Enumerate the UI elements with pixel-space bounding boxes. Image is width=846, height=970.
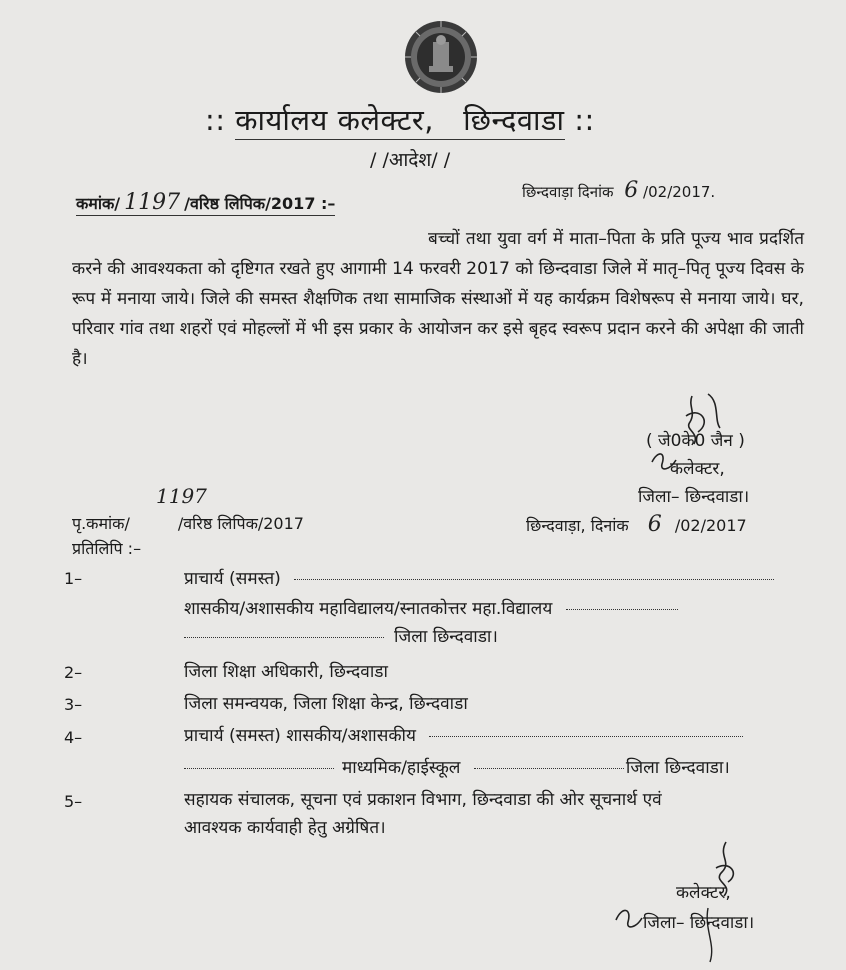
signatory-district: जिला– छिन्दवाडा। — [638, 487, 750, 507]
recipient-1-line1: प्राचार्य (समस्त) — [184, 567, 774, 590]
title-left-mark: :: — [205, 103, 226, 137]
footer-designation: कलेक्टर, — [676, 883, 731, 903]
order-body: बच्चों तथा युवा वर्ग में माता–पिता के प्रति पूज्य भाव प्रदर्शित करने की आवश्यकता को दृष्टिगत रखते हुए आगामी 14 फरवरी 2017 को छिन्दवाडा जिले में मातृ–पितृ पूज्य दिवस के रूप में मनाया जाये। जिले की समस्त शैक्षणिक तथा सामाजिक संस्थाओं में यह कार्यक्रम विशेषरूप से मनाया जाये। घर, परिवार गांव तथा शहरों एवं मोहल्लों में भी इस प्रकार के आयोजन कर इसे बृहद स्वरूप प्रदान करने की अपेक्षा की जाती है। — [72, 229, 804, 369]
recipient-1-line3: जिला छिन्दवाडा। — [184, 625, 498, 648]
copy-date-day: 6 — [647, 512, 662, 537]
recipient-5-line1: सहायक संचालक, सूचना एवं प्रकाशन विभाग, छिन्दवाडा की ओर सूचनार्थ एवं — [184, 790, 662, 810]
title-office: कार्यालय कलेक्टर, छिन्दवाडा — [235, 103, 564, 140]
office-title — [205, 100, 595, 139]
recipient-2: जिला शिक्षा अधिकारी, छिन्दवाडा — [184, 662, 388, 682]
blank-line — [474, 768, 624, 769]
title-right-mark: :: — [574, 103, 595, 137]
order-reference: कमांक/ 1197 /वरिष्ठ लिपिक/2017 :– — [76, 190, 336, 215]
copy-label: प्रतिलिपि :– — [72, 539, 142, 558]
recipient-5-line2: आवश्यक कार्यवाही हेतु अग्रेषित। — [184, 818, 386, 838]
order-date-day: 6 — [624, 178, 639, 203]
recipient-4-line2: माध्यमिक/हाईस्कूल जिला छिन्दवाडा। — [184, 756, 730, 779]
state-emblem-icon — [403, 18, 479, 96]
blank-line — [429, 736, 743, 737]
recipient-4-number: 4– — [64, 728, 83, 747]
footer-signature-scribble — [612, 838, 755, 968]
signatory-name: ( जे0के0 जैन ) — [646, 431, 745, 451]
footer-district: जिला– छिन्दवाडा। — [643, 913, 755, 933]
order-date: छिन्दवाड़ा दिनांक 6 /02/2017. — [522, 178, 716, 203]
copy-date: छिन्दवाड़ा, दिनांक 6 /02/2017 — [526, 512, 747, 537]
recipient-3: जिला समन्वयक, जिला शिक्षा केन्द्र, छिन्दवाडा — [184, 694, 468, 714]
copy-reference: पृ.कमांक/ /वरिष्ठ लिपिक/2017 — [72, 514, 304, 533]
blank-line — [566, 609, 678, 610]
blank-line — [184, 637, 384, 638]
recipient-5-number: 5– — [64, 792, 83, 811]
recipient-4-line1: प्राचार्य (समस्त) शासकीय/अशासकीय — [184, 724, 743, 747]
blank-line — [184, 768, 334, 769]
recipient-1-line2: शासकीय/अशासकीय महाविद्यालय/स्नातकोत्तर महा.विद्यालय — [184, 597, 678, 620]
recipient-3-number: 3– — [64, 695, 83, 714]
title-place: छिन्दवाडा — [463, 103, 565, 137]
signatory-designation: कलेक्टर, — [670, 459, 725, 479]
blank-line — [294, 579, 774, 580]
copy-number: 1197 — [156, 484, 207, 508]
order-heading: / /आदेश/ / — [370, 149, 451, 171]
order-number: 1197 — [124, 190, 181, 215]
recipient-2-number: 2– — [64, 663, 83, 682]
recipient-1-number: 1– — [64, 569, 83, 588]
